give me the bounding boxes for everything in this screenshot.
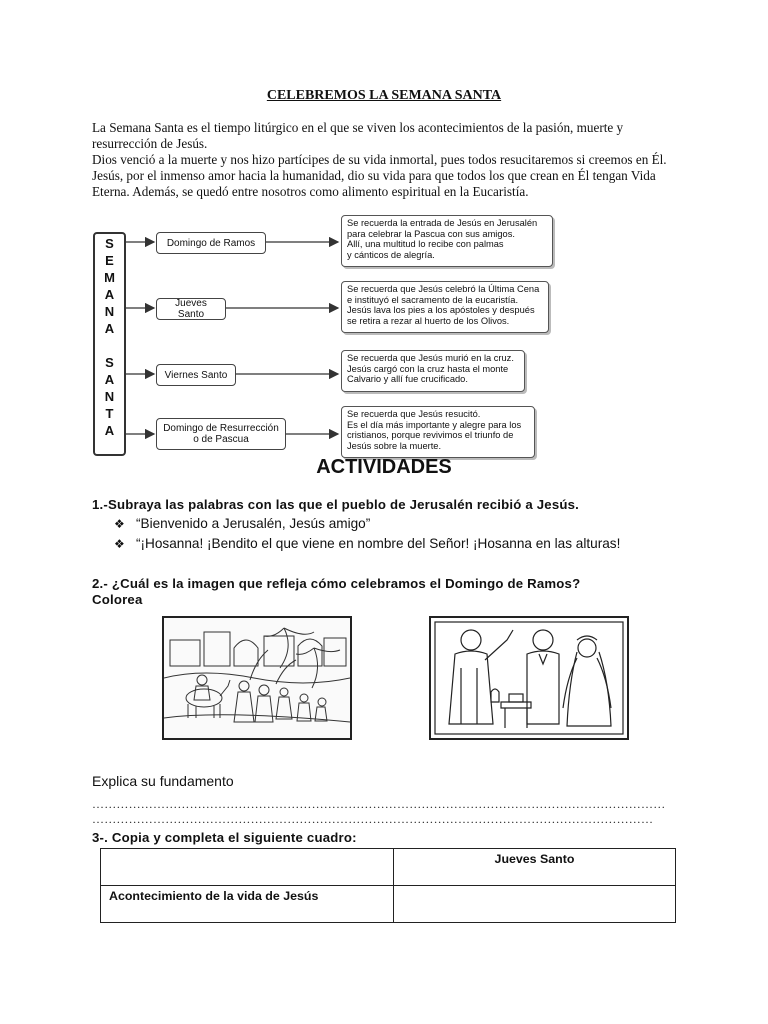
- diamond-bullet-icon: ❖: [114, 536, 125, 551]
- desc-line: e instituyó el sacramento de la eucaristía.: [347, 294, 519, 305]
- desc-line: Se recuerda que Jesús celebró la Última Cena: [347, 284, 540, 294]
- completion-table: [100, 848, 676, 923]
- table-row: [101, 886, 676, 923]
- desc-box-domingo-resurreccion: [341, 406, 535, 458]
- desc-line: Jesús sobre la muerte.: [347, 440, 442, 451]
- table-answer-cell[interactable]: [394, 886, 676, 923]
- semana-santa-diagram: [90, 212, 560, 458]
- vertical-letter: S: [105, 236, 114, 251]
- activities-heading: ACTIVIDADES: [316, 456, 452, 478]
- vertical-letter: E: [105, 253, 114, 268]
- desc-line: Es el día más importante y alegre para los: [347, 419, 522, 430]
- question-1: 1.-Subraya las palabras con las que el pueblo de Jerusalén recibió a Jesús.: [92, 497, 580, 512]
- question-3: 3-. Copia y completa el siguiente cuadro:: [92, 830, 357, 845]
- vertical-letter: T: [105, 406, 114, 421]
- vertical-letter: A: [104, 423, 115, 438]
- day-box-viernes-santo: [156, 364, 236, 386]
- semana-santa-vertical-box: [93, 232, 126, 456]
- table-cell-empty[interactable]: [101, 849, 394, 886]
- desc-box-jueves-santo: [341, 281, 549, 333]
- desc-line: Calvario y allí fue crucificado.: [347, 374, 468, 385]
- day-label: Jueves Santo: [175, 298, 207, 320]
- palm-sunday-drawing: [164, 618, 350, 738]
- intro-paragraph-3: Jesús, por el inmenso amor hacia la humanidad, dio su vida para que todos los que crean en Él tengan Vida Eterna. Además, se quedó entre nosotros como alimento espiritual en la Eucaristía.: [92, 168, 656, 199]
- intro-text: [92, 120, 680, 200]
- desc-line: Jesús lava los pies a los apóstoles y después: [347, 305, 535, 316]
- day-label: o de Pascua: [193, 434, 249, 445]
- palm-sunday-illustration[interactable]: [162, 616, 352, 740]
- q1-option-text: “Bienvenido a Jerusalén, Jesús amigo”: [136, 516, 371, 531]
- desc-line: y cánticos de alegría.: [347, 249, 435, 260]
- table-row-label: Acontecimiento de la vida de Jesús: [101, 886, 394, 923]
- intro-paragraph-2: Dios venció a la muerte y nos hizo partícipes de su vida inmortal, pues todos resucitaremos si creemos en Él.: [92, 152, 667, 167]
- vertical-letter: A: [104, 372, 115, 387]
- answer-line-2[interactable]: …………………………………………………………………………………………………………………………: [92, 812, 654, 826]
- desc-line: se retira a rezar al huerto de los Olivos.: [347, 315, 510, 326]
- desc-box-domingo-ramos: [341, 215, 553, 267]
- wedding-illustration[interactable]: [429, 616, 629, 740]
- desc-line: Se recuerda la entrada de Jesús en Jerusalén: [347, 218, 538, 228]
- day-box-jueves-santo: [156, 298, 226, 320]
- diamond-bullet-icon: ❖: [114, 516, 125, 531]
- table-row: [101, 849, 676, 886]
- answer-line-1[interactable]: ……………………………………………………………………………………………………………………………: [92, 797, 666, 811]
- table-header-jueves-santo: Jueves Santo: [394, 849, 676, 886]
- day-box-domingo-ramos: [156, 232, 266, 254]
- day-box-domingo-resurreccion: [156, 418, 286, 450]
- desc-line: Allí, una multitud lo recibe con palmas: [347, 239, 504, 250]
- desc-box-viernes-santo: [341, 350, 525, 392]
- desc-line: Se recuerda que Jesús murió en la cruz.: [347, 353, 514, 363]
- day-label: Domingo de Resurrección: [163, 423, 279, 434]
- desc-line: cristianos, porque revivimos el triunfo de: [347, 430, 514, 441]
- explica-label: Explica su fundamento: [92, 773, 234, 789]
- desc-line: para celebrar la Pascua con sus amigos.: [347, 228, 515, 239]
- desc-line: Se recuerda que Jesús resucitó.: [347, 409, 481, 419]
- day-label: Domingo de Ramos: [166, 237, 256, 249]
- wedding-drawing: [431, 618, 627, 738]
- question-2-colorea: Colorea: [92, 592, 143, 607]
- q1-option-2[interactable]: [114, 536, 620, 551]
- day-label: Viernes Santo: [164, 369, 228, 381]
- question-2: 2.- ¿Cuál es la imagen que refleja cómo celebramos el Domingo de Ramos?: [92, 576, 581, 591]
- vertical-letter: A: [104, 287, 115, 302]
- q1-option-1[interactable]: [114, 516, 370, 531]
- vertical-letter: N: [104, 304, 115, 319]
- desc-line: Jesús cargó con la cruz hasta el monte: [347, 363, 509, 374]
- vertical-letter: A: [104, 321, 115, 336]
- vertical-letter: M: [104, 270, 115, 285]
- vertical-letter: S: [105, 355, 114, 370]
- vertical-letter: N: [104, 389, 115, 404]
- q1-option-text: “¡Hosanna! ¡Bendito el que viene en nombre del Señor! ¡Hosanna en las alturas!: [136, 536, 621, 551]
- page-title: CELEBREMOS LA SEMANA SANTA: [266, 88, 502, 103]
- intro-paragraph-1: La Semana Santa es el tiempo litúrgico en el que se viven los acontecimientos de la pasión, muerte y resurrección de Jesús.: [92, 120, 624, 151]
